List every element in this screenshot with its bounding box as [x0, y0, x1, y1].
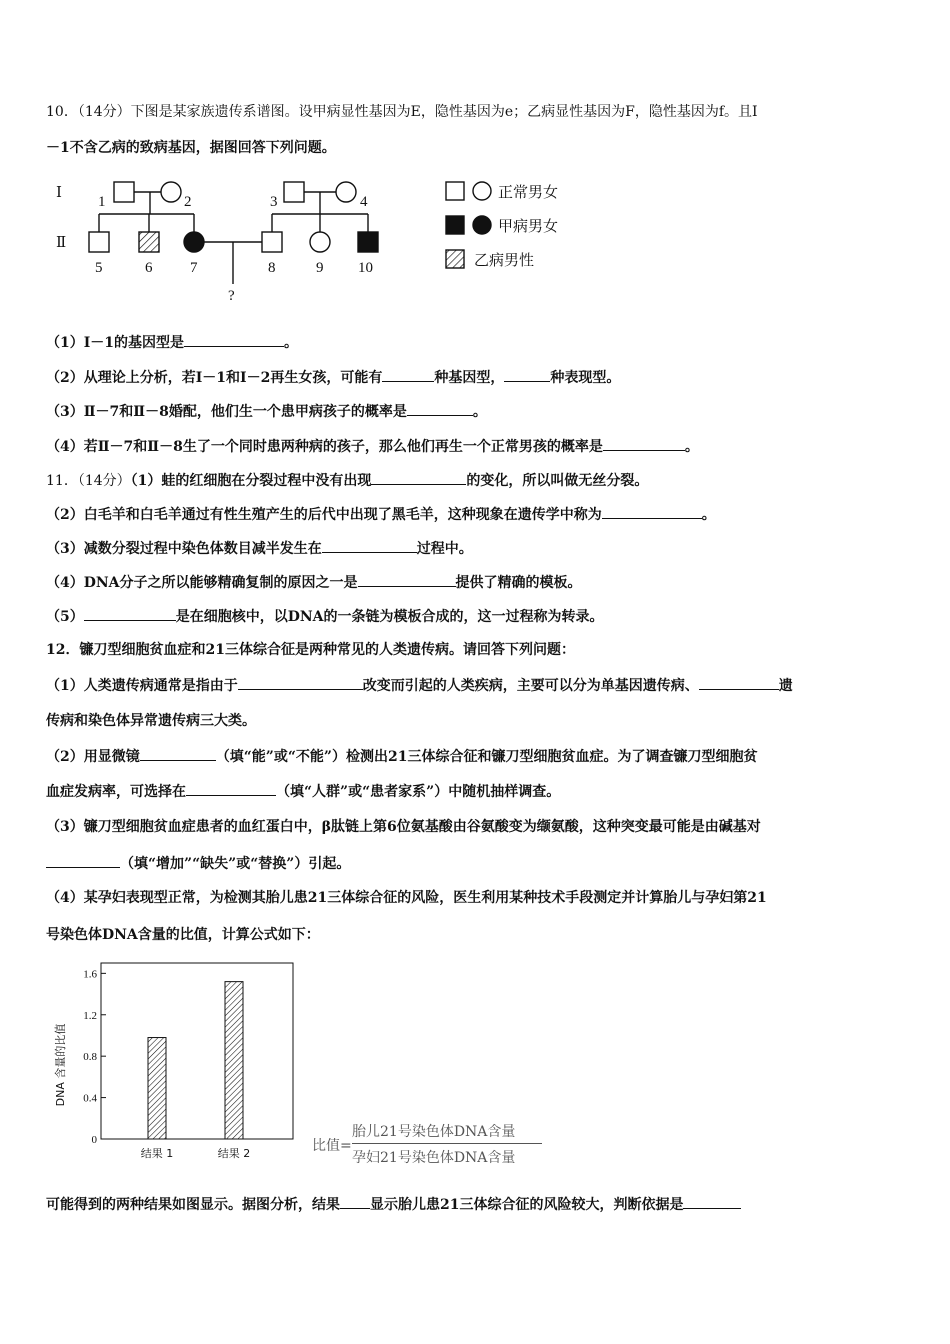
pedigree-male-3 — [284, 182, 304, 202]
answer-blank[interactable] — [603, 436, 685, 451]
q12-sub2-cont: 血症发病率，可选择在 （填“人群”或“患者家系”）中随机抽样调查。 — [46, 781, 560, 802]
q10-sub3: （3）Ⅱ－7和Ⅱ－8婚配，他们生一个患甲病孩子的概率是 。 — [46, 401, 487, 422]
legend-diseaseB-label: 乙病男性 — [474, 253, 535, 269]
q12-sub2: （2）用显微镜 （填“能”或“不能”）检测出21三体综合征和镰刀型细胞贫血症。为了调查镰刀型细胞贫 — [46, 746, 757, 767]
y-tick-label-0: 0 — [91, 1134, 97, 1146]
q12-sub3-cont: （填“增加”“缺失”或“替换”）引起。 — [46, 853, 350, 874]
q12-sub4: （4）某孕妇表现型正常，为检测其胎儿患21三体综合征的风险，医生利用某种技术手段测定并计算胎儿与孕妇第21 — [46, 890, 767, 906]
answer-blank[interactable] — [46, 853, 120, 868]
q10-sub1: （1）Ⅰ－1的基因型是 。 — [46, 332, 298, 353]
formula-denominator: 孕妇21号染色体DNA含量 — [352, 1150, 516, 1166]
answer-blank[interactable] — [322, 538, 417, 553]
answer-blank[interactable] — [504, 367, 550, 382]
q11-sub4: （4）DNA分子之所以能够精确复制的原因之一是 提供了精确的模板。 — [46, 572, 582, 593]
y-tick-label-2: 0.8 — [83, 1051, 97, 1064]
q10-line1: 10．（14分）下图是某家族遗传系谱图。设甲病显性基因为E，隐性基因为e；乙病显性基因为F，隐性基因为f。且Ⅰ — [46, 104, 758, 120]
q12-sub3: （3）镰刀型细胞贫血症患者的血红蛋白中，β肽链上第6位氨基酸由谷氨酸变为缬氨酸，这种突变最可能是由碱基对 — [46, 819, 761, 835]
q11-sub2: （2）白毛羊和白毛羊通过有性生殖产生的后代中出现了黑毛羊，这种现象在遗传学中称为 。 — [46, 504, 716, 525]
q10-sub2: （2）从理论上分析，若Ⅰ－1和Ⅰ－2再生女孩，可能有 种基因型， 种表现型。 — [46, 367, 620, 388]
legend-disease-male — [446, 216, 464, 234]
q10-line2: －1不含乙病的致病基因，据图回答下列问题。 — [46, 140, 336, 156]
q12-last: 可能得到的两种结果如图显示。据图分析，结果 显示胎儿患21三体综合征的风险较大，判断依据是 — [46, 1194, 741, 1215]
legend-normal-male — [446, 182, 464, 200]
answer-blank[interactable] — [238, 675, 363, 690]
legend-disease-female — [473, 216, 491, 234]
q12-sub1-cont: 传病和染色体异常遗传病三大类。 — [46, 713, 256, 729]
pedigree-chart — [46, 172, 646, 307]
dna-ratio-chart — [48, 955, 318, 1165]
answer-blank[interactable] — [84, 606, 176, 621]
legend-diseaseB-male — [446, 250, 464, 268]
pedigree-female-4 — [336, 182, 356, 202]
label-6: 6 — [145, 260, 153, 276]
bar-2 — [225, 982, 243, 1139]
answer-blank[interactable] — [699, 675, 779, 690]
formula-bar — [352, 1143, 542, 1144]
q11-sub1: 11．（14分）（1）蛙的红细胞在分裂过程中没有出现 的变化，所以叫做无丝分裂。 — [46, 470, 648, 491]
label-child: ? — [228, 288, 235, 304]
q11-sub3: （3）减数分裂过程中染色体数目减半发生在 过程中。 — [46, 538, 473, 559]
y-axis-label: DNA 含量的比值 — [54, 1023, 67, 1107]
bar-1 — [148, 1038, 166, 1139]
pedigree-male-5 — [89, 232, 109, 252]
answer-blank[interactable] — [683, 1194, 741, 1209]
x-tick-label-1: 结果 1 — [140, 1147, 174, 1160]
q11-sub5: （5） 是在细胞核中，以DNA的一条链为模板合成的，这一过程称为转录。 — [46, 606, 604, 627]
q10-sub4: （4）若Ⅱ－7和Ⅱ－8生了一个同时患两种病的孩子，那么他们再生一个正常男孩的概率是 。 — [46, 436, 699, 457]
answer-blank[interactable] — [602, 504, 702, 519]
pedigree-male-10 — [358, 232, 378, 252]
label-8: 8 — [268, 260, 276, 276]
label-10: 10 — [358, 260, 373, 276]
legend-normal-female — [473, 182, 491, 200]
label-2: 2 — [184, 194, 192, 210]
answer-blank[interactable] — [186, 781, 276, 796]
pedigree-male-8 — [262, 232, 282, 252]
label-3: 3 — [270, 194, 278, 210]
label-7: 7 — [190, 260, 198, 276]
gen-label-1: Ⅰ — [56, 185, 62, 201]
legend-diseaseA-label: 甲病男女 — [498, 219, 559, 235]
label-5: 5 — [95, 260, 103, 276]
answer-blank[interactable] — [340, 1194, 370, 1209]
label-4: 4 — [360, 194, 368, 210]
answer-blank[interactable] — [382, 367, 434, 382]
pedigree-female-7 — [184, 232, 204, 252]
pedigree-female-2 — [161, 182, 181, 202]
formula-numerator: 胎儿21号染色体DNA含量 — [352, 1124, 516, 1140]
y-tick-label-1: 0.4 — [83, 1092, 97, 1105]
chart-frame — [101, 963, 293, 1139]
q12-sub4-cont: 号染色体DNA含量的比值，计算公式如下： — [46, 927, 320, 943]
label-1: 1 — [98, 194, 106, 210]
legend-normal-label: 正常男女 — [498, 185, 559, 201]
pedigree-male-6 — [139, 232, 159, 252]
answer-blank[interactable] — [407, 401, 473, 416]
label-9: 9 — [316, 260, 324, 276]
pedigree-male-1 — [114, 182, 134, 202]
y-tick-label-4: 1.6 — [83, 968, 97, 981]
answer-blank[interactable] — [371, 470, 466, 485]
formula — [312, 1121, 552, 1171]
answer-blank[interactable] — [358, 572, 456, 587]
formula-label: 比值= — [312, 1138, 352, 1154]
answer-blank[interactable] — [184, 332, 284, 347]
pedigree-female-9 — [310, 232, 330, 252]
answer-blank[interactable] — [140, 746, 216, 761]
q12-head: 12．镰刀型细胞贫血症和21三体综合征是两种常见的人类遗传病。请回答下列问题： — [46, 642, 575, 658]
x-tick-label-2: 结果 2 — [217, 1147, 251, 1160]
q12-sub1: （1）人类遗传病通常是指由于 改变而引起的人类疾病，主要可以分为单基因遗传病、 遗 — [46, 675, 793, 696]
gen-label-2: Ⅱ — [56, 235, 67, 251]
y-tick-label-3: 1.2 — [83, 1009, 97, 1022]
